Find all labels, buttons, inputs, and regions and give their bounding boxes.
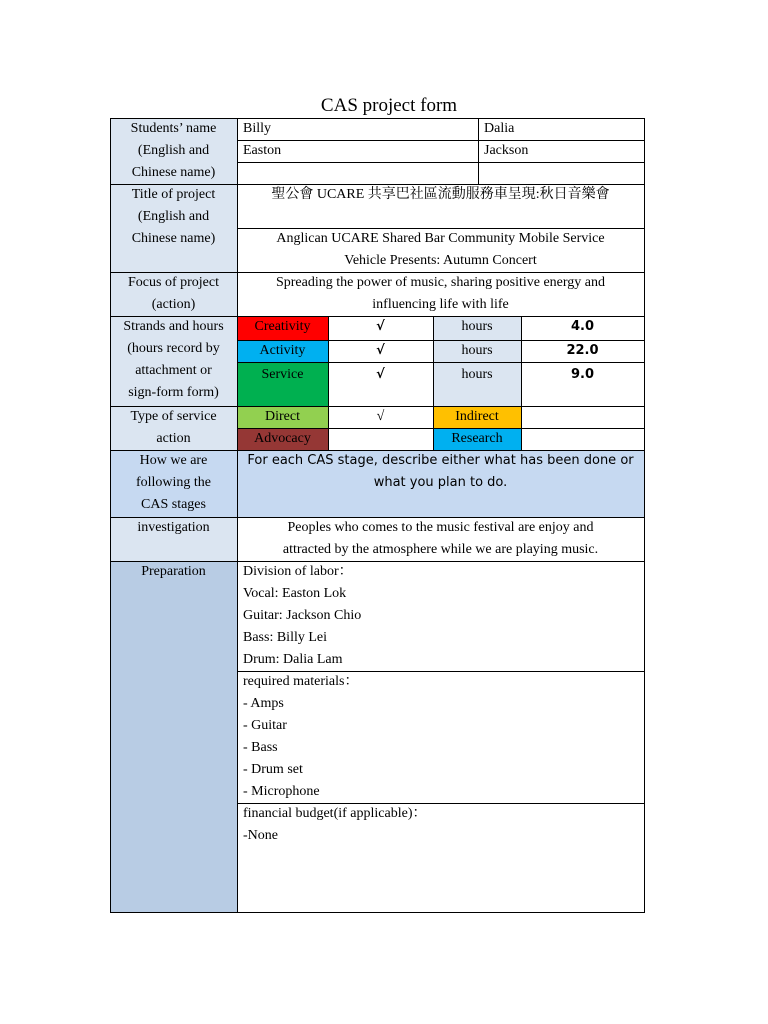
research-cell: Research [433,428,521,450]
stages-label-line: CAS stages [141,497,206,512]
service-hours-label: hours [433,362,521,406]
grid-line [433,316,434,451]
grid-line [328,316,329,451]
service-hours-value: 9.0 [570,367,595,382]
investigation-text [237,517,644,561]
student-name: Dalia [484,121,515,136]
budget-line: -None [243,828,278,843]
grid-line [237,671,645,672]
creativity-hours-value: 4.0 [570,319,595,334]
grid-line [521,316,522,451]
strands-label-line: attachment or [135,363,212,378]
stages-instruction [237,450,644,517]
grid-line [110,184,645,185]
project-title-label-line: Title of project [131,187,216,202]
materials-line: - Microphone [243,784,320,799]
budget-line: financial budget(if applicable)： [243,806,427,821]
service-type-label-line: Type of service [130,409,217,424]
grid-line [110,912,645,913]
investigation-text-line: Peoples who comes to the music festival are enjoy and [287,520,594,535]
creativity-cell: Creativity [237,316,328,340]
grid-line [237,362,645,363]
activity-hours-label: hours [433,340,521,362]
activity-hours-value: 22.0 [566,343,599,358]
grid-line [237,140,645,141]
grid-line [237,428,645,429]
project-title-english-line: Anglican UCARE Shared Bar Community Mobile Service [276,231,605,246]
activity-check: √ [376,343,385,358]
preparation-label: Preparation [110,561,237,912]
strands-label-line: sign-form form) [128,385,219,400]
grid-line [478,118,479,185]
materials-line: - Drum set [243,762,303,777]
labor-line: Drum: Dalia Lam [243,652,343,667]
indirect-check [521,406,644,428]
creativity-hours-label: hours [433,316,521,340]
students-label-line: Chinese name) [131,165,216,180]
focus-label-line: Focus of project [128,275,219,290]
service-type-label [110,406,237,450]
stages-instruction-line: what you plan to do. [373,475,508,490]
service-check: √ [376,367,385,382]
grid-line [110,406,645,407]
project-title-label [110,184,237,272]
form-title: CAS project form [320,95,458,116]
strands-label [110,316,237,406]
grid-line [110,517,645,518]
stages-label-line: following the [135,475,212,490]
materials-line: - Amps [243,696,284,711]
grid-line [644,118,645,913]
materials-line: - Bass [243,740,278,755]
grid-line [110,272,645,273]
project-title-chinese: 聖公會 UCARE 共享巴社區流動服務車呈現:秋日音樂會 [271,187,610,202]
direct-check: √ [376,409,385,424]
grid-line [110,561,645,562]
student-name: Jackson [484,143,529,158]
direct-cell: Direct [237,406,328,428]
grid-line [110,316,645,317]
students-label [110,118,237,184]
project-title-english-line: Vehicle Presents: Autumn Concert [344,253,537,268]
grid-line [237,228,645,229]
grid-line [110,118,111,913]
grid-line [237,803,645,804]
indirect-cell: Indirect [433,406,521,428]
grid-line [237,118,238,913]
research-check [521,428,644,450]
student-name: Easton [243,143,282,158]
investigation-label: investigation [110,517,237,561]
financial-budget [237,803,644,912]
strands-label-line: Strands and hours [123,319,224,334]
focus-text [237,272,644,316]
grid-line [237,162,645,163]
activity-cell: Activity [237,340,328,362]
division-of-labor [237,561,644,671]
stages-label-line: How we are [139,453,208,468]
service-cell: Service [237,362,328,406]
student-name: Billy [243,121,272,136]
investigation-text-line: attracted by the atmosphere while we are playing music. [282,542,599,557]
grid-line [110,118,645,119]
focus-label-line: (action) [151,297,196,312]
project-title-label-line: (English and [137,209,210,224]
advocacy-check [328,428,433,450]
service-type-label-line: action [156,431,191,446]
project-title-english [237,228,644,272]
grid-line [110,450,645,451]
students-label-line: Students’ name [130,121,217,136]
grid-line [237,340,645,341]
stages-label [110,450,237,517]
creativity-check: √ [376,319,385,334]
labor-line: Division of labor： [243,564,353,579]
students-label-line: (English and [137,143,210,158]
focus-text-line: influencing life with life [372,297,509,312]
materials-line: required materials： [243,674,359,689]
labor-line: Guitar: Jackson Chio [243,608,362,623]
required-materials [237,671,644,803]
materials-line: - Guitar [243,718,287,733]
labor-line: Vocal: Easton Lok [243,586,347,601]
focus-text-line: Spreading the power of music, sharing positive energy and [275,275,606,290]
focus-label [110,272,237,316]
strands-label-line: (hours record by [127,341,220,356]
labor-line: Bass: Billy Lei [243,630,327,645]
advocacy-cell: Advocacy [237,428,328,450]
stages-instruction-line: For each CAS stage, describe either what has been done or [247,453,634,468]
project-title-label-line: Chinese name) [131,231,216,246]
